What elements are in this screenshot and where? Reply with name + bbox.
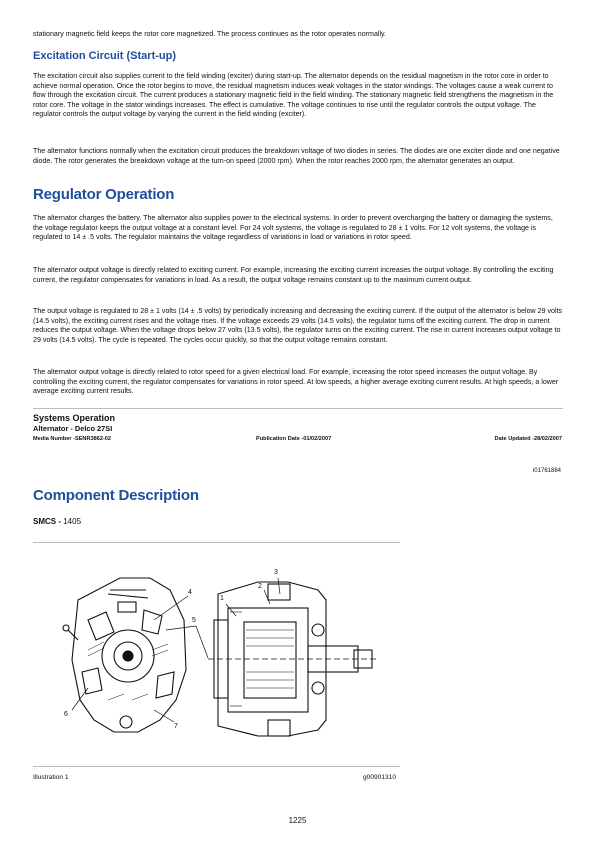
cross-section-view bbox=[208, 582, 376, 736]
illustration-bottom-rule bbox=[33, 766, 400, 767]
publication-date: Publication Date -01/02/2007 bbox=[256, 436, 332, 442]
section-divider bbox=[33, 408, 563, 409]
smcs-value: 1405 bbox=[63, 517, 82, 526]
excitation-paragraph-2: The alternator functions normally when the excitation circuit produces the breakdown voltage of two diodes in series. The diodes are one exciter diode and one negative diode. The rotor generates the breakdown voltage at the turn-on speed (2000 rpm). When the rotor reaches 2000 rpm, the alternator generates an output. bbox=[33, 147, 560, 165]
section-title: Systems Operation bbox=[33, 413, 116, 423]
component-heading: Component Description bbox=[33, 487, 199, 504]
regulator-paragraph-1: The alternator charges the battery. The alternator also supplies power to the electrical systems. In order to prevent overcharging the battery or damaging the systems, the voltage regulator keeps the output voltage at a constant level. For 24 volt systems, the voltage is regulated to 28 ± 1 volts. For 12 volt systems, the voltage is regulated to 14 ± .5 volts. The regulator maintains the voltage regardless of variations in load or variations in rotor speed. bbox=[33, 214, 553, 242]
regulator-paragraph-2: The alternator output voltage is directly related to exciting current. For example, increasing the exciting current increases the output voltage. By controlling the exciting current, the regulator compensates for variations in load. As a result, the output voltage remains constant up to the maximum current output. bbox=[33, 266, 554, 284]
callout-6: 6 bbox=[64, 711, 68, 718]
intro-paragraph: stationary magnetic field keeps the rotor core magnetized. The process continues as the rotor operates normally. bbox=[33, 30, 387, 38]
media-number: Media Number -SENR3862-02 bbox=[33, 436, 112, 442]
page-number: 1225 bbox=[288, 816, 307, 825]
date-updated: Date Updated -28/02/2007 bbox=[494, 436, 562, 442]
regulator-paragraph-4: The alternator output voltage is directly related to rotor speed for a given electrical load. For example, increasing the rotor speed increases the output voltage. By controlling the exciting current, the regulator compensates for variations in rotor speed. At low speeds, a higher average exciting current results. At high speeds, a lower average exciting current results. bbox=[33, 368, 559, 396]
illustration-top-rule bbox=[33, 542, 400, 543]
excitation-paragraph-1: The excitation circuit also supplies current to the field winding (exciter) during start-up. The alternator depends on the residual magnetism in the rotor core in order to achieve normal operation. Once the rotor begins to move, the residual magnetism induces weak voltages in the stator windings. The voltages cause a weak current to flow through the excitation circuit. The current produces a stationary magnetic field in the field winding. The stationary magnetic field strengthens the magnetism in the rotor core. The voltage in the stator windings increases. The effect is cumulative. The voltage continues to rise until the regulator controls the output voltage. The regulator controls the output voltage by varying the current in the field winding (exciter). bbox=[33, 72, 554, 119]
section-subtitle: Alternator - Delco 27SI bbox=[33, 424, 113, 433]
smcs-label: SMCS - bbox=[33, 517, 61, 526]
end-frame-view bbox=[63, 578, 186, 732]
excitation-heading: Excitation Circuit (Start-up) bbox=[33, 50, 177, 62]
callout-1: 1 bbox=[220, 595, 224, 602]
callout-5: 5 bbox=[192, 617, 196, 624]
alternator-diagram bbox=[58, 560, 380, 750]
callout-7: 7 bbox=[174, 723, 178, 730]
illustration-code: g00901310 bbox=[363, 774, 397, 781]
callout-2: 2 bbox=[258, 583, 262, 590]
smcs-line bbox=[33, 517, 81, 526]
regulator-paragraph-3: The output voltage is regulated to 28 ± 1 volts (14 ± .5 volts) by periodically increasing and decreasing the exciting current. If the output of the alternator is below 29 volts (14.5 volts), the exciting current rises and the voltage rises. If the voltage exceeds 29 volts (14.5 volts), the regulator turns off the exciting current. The drop in current reduces the output voltage. When the voltage drops below 27 volts (13.5 volts), the regulator turns on the exciting current. The rise in current increases output voltage to 29 volts (14.5 volts). The cycle is repeated. The cycles occur quickly, so that the output voltage remains constant. bbox=[33, 307, 563, 344]
callout-4: 4 bbox=[188, 589, 192, 596]
illustration-caption: Illustration 1 bbox=[33, 774, 69, 781]
regulator-heading: Regulator Operation bbox=[33, 186, 175, 203]
callout-3: 3 bbox=[274, 569, 278, 576]
document-code: i01761884 bbox=[532, 468, 561, 474]
